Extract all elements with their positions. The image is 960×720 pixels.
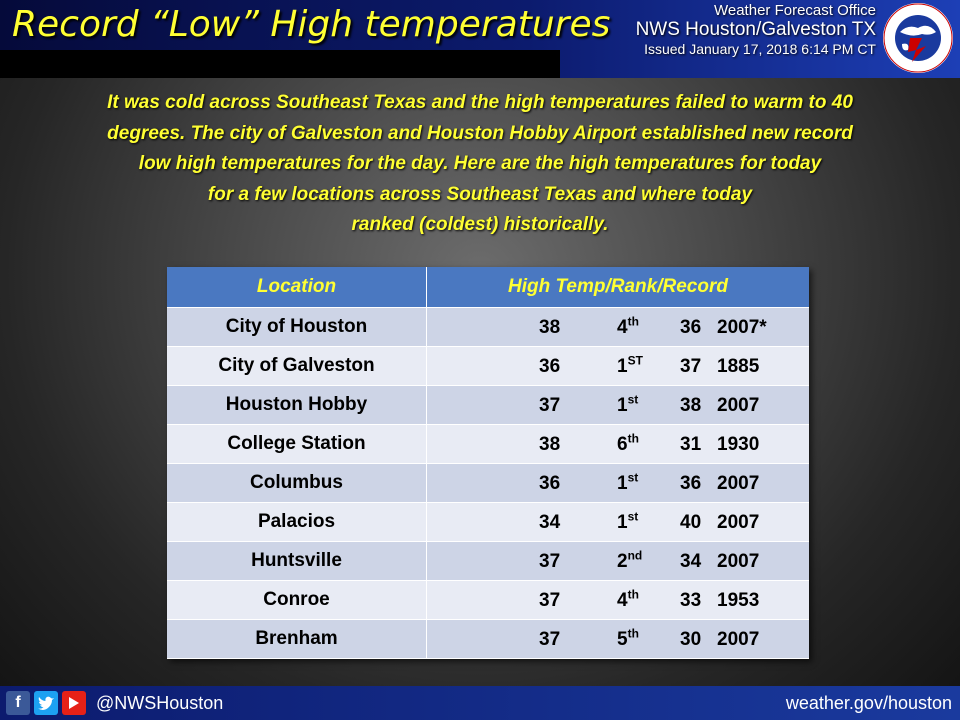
location-cell: College Station bbox=[167, 425, 427, 464]
rank-number: 2 bbox=[617, 551, 628, 572]
rank-number: 5 bbox=[617, 629, 628, 650]
location-cell: Huntsville bbox=[167, 542, 427, 581]
values-cell bbox=[427, 308, 810, 347]
social-links bbox=[6, 691, 86, 715]
rank-suffix: th bbox=[627, 587, 639, 602]
values-cell bbox=[427, 503, 810, 542]
location-cell: Columbus bbox=[167, 464, 427, 503]
intro-line: ranked (coldest) historically. bbox=[351, 214, 609, 235]
table-row bbox=[167, 503, 809, 542]
table-row bbox=[167, 464, 809, 503]
youtube-icon[interactable] bbox=[62, 691, 86, 715]
location-cell: Brenham bbox=[167, 620, 427, 659]
rank-number: 4 bbox=[617, 317, 628, 338]
record-value: 31 bbox=[680, 434, 702, 455]
rank-value bbox=[617, 431, 639, 456]
high-temp-value: 36 bbox=[539, 473, 561, 494]
rank-number: 1 bbox=[617, 473, 628, 494]
footer-bar bbox=[0, 686, 960, 720]
title-bar bbox=[0, 50, 560, 78]
rank-number: 1 bbox=[617, 395, 628, 416]
issued-timestamp: Issued January 17, 2018 6:14 PM CT bbox=[644, 41, 876, 58]
rank-value bbox=[617, 587, 639, 612]
website-link[interactable]: weather.gov/houston bbox=[785, 693, 952, 713]
record-value: 37 bbox=[680, 356, 702, 377]
rank-number: 4 bbox=[617, 590, 628, 611]
record-year: 2007 bbox=[717, 629, 760, 650]
record-year: 2007 bbox=[717, 512, 760, 533]
table-row bbox=[167, 581, 809, 620]
high-temp-value: 38 bbox=[539, 317, 561, 338]
values-cell bbox=[427, 542, 810, 581]
values-cell bbox=[427, 347, 810, 386]
social-handle[interactable]: @NWSHouston bbox=[96, 693, 224, 713]
record-value: 40 bbox=[680, 512, 702, 533]
rank-value bbox=[617, 470, 639, 495]
nws-logo-icon bbox=[882, 2, 954, 74]
rank-suffix: st bbox=[627, 509, 639, 524]
table-row bbox=[167, 425, 809, 464]
table-row bbox=[167, 620, 809, 659]
high-temp-value: 37 bbox=[539, 590, 561, 611]
table-row bbox=[167, 542, 809, 581]
rank-suffix: nd bbox=[627, 548, 643, 563]
office-info bbox=[636, 2, 876, 57]
location-cell: Palacios bbox=[167, 503, 427, 542]
office-location: NWS Houston/Galveston TX bbox=[635, 19, 876, 41]
intro-line: low high temperatures for the day. Here are the high temperatures for today bbox=[138, 153, 822, 174]
high-temp-value: 37 bbox=[539, 551, 561, 572]
page-title: Record “Low” High temperatures bbox=[12, 4, 611, 45]
rank-value bbox=[617, 353, 643, 378]
values-cell bbox=[427, 581, 810, 620]
twitter-icon[interactable] bbox=[34, 691, 58, 715]
record-year: 2007 bbox=[717, 473, 760, 494]
high-temp-column-header: High Temp/Rank/Record bbox=[427, 267, 810, 308]
rank-number: 6 bbox=[617, 434, 628, 455]
intro-line: degrees. The city of Galveston and Houston Hobby Airport established new record bbox=[107, 122, 853, 144]
values-cell bbox=[427, 464, 810, 503]
table-row bbox=[167, 308, 809, 347]
record-year: 2007 bbox=[717, 551, 760, 572]
intro-line: It was cold across Southeast Texas and the high temperatures failed to warm to 40 bbox=[107, 92, 853, 113]
location-cell: City of Galveston bbox=[167, 347, 427, 386]
high-temp-value: 38 bbox=[539, 434, 561, 455]
record-year: 1953 bbox=[717, 590, 760, 611]
values-cell bbox=[427, 425, 810, 464]
high-temp-value: 37 bbox=[539, 629, 561, 650]
facebook-icon[interactable]: f bbox=[6, 691, 30, 715]
rank-suffix: th bbox=[627, 314, 639, 329]
header-banner bbox=[0, 0, 960, 78]
office-name: Weather Forecast Office bbox=[713, 2, 876, 19]
rank-number: 1 bbox=[617, 356, 628, 377]
record-value: 30 bbox=[680, 629, 702, 650]
values-cell bbox=[427, 386, 810, 425]
rank-suffix: ST bbox=[627, 353, 643, 368]
record-year: 1885 bbox=[717, 356, 760, 377]
rank-value bbox=[617, 392, 639, 417]
record-year: 1930 bbox=[717, 434, 760, 455]
rank-suffix: st bbox=[627, 392, 639, 407]
record-value: 38 bbox=[680, 395, 702, 416]
record-value: 36 bbox=[680, 317, 702, 338]
high-temp-value: 37 bbox=[539, 395, 561, 416]
record-value: 36 bbox=[680, 473, 702, 494]
intro-line: for a few locations across Southeast Texas and where today bbox=[207, 183, 753, 205]
record-value: 34 bbox=[680, 551, 702, 572]
rank-value bbox=[617, 314, 639, 339]
record-value: 33 bbox=[680, 590, 702, 611]
rank-number: 1 bbox=[617, 512, 628, 533]
high-temp-value: 34 bbox=[539, 512, 561, 533]
record-year: 2007 bbox=[717, 395, 760, 416]
table-row bbox=[167, 386, 809, 425]
rank-value bbox=[617, 626, 639, 651]
table-row bbox=[167, 347, 809, 386]
values-cell bbox=[427, 620, 810, 659]
records-table bbox=[167, 267, 809, 659]
rank-suffix: st bbox=[627, 470, 639, 485]
location-cell: City of Houston bbox=[167, 308, 427, 347]
rank-suffix: th bbox=[627, 626, 639, 641]
location-column-header: Location bbox=[167, 267, 427, 308]
intro-text bbox=[40, 88, 920, 241]
rank-value bbox=[617, 509, 639, 534]
location-cell: Conroe bbox=[167, 581, 427, 620]
location-cell: Houston Hobby bbox=[167, 386, 427, 425]
rank-value bbox=[617, 548, 643, 573]
record-year: 2007* bbox=[717, 317, 767, 338]
high-temp-value: 36 bbox=[539, 356, 561, 377]
rank-suffix: th bbox=[627, 431, 639, 446]
